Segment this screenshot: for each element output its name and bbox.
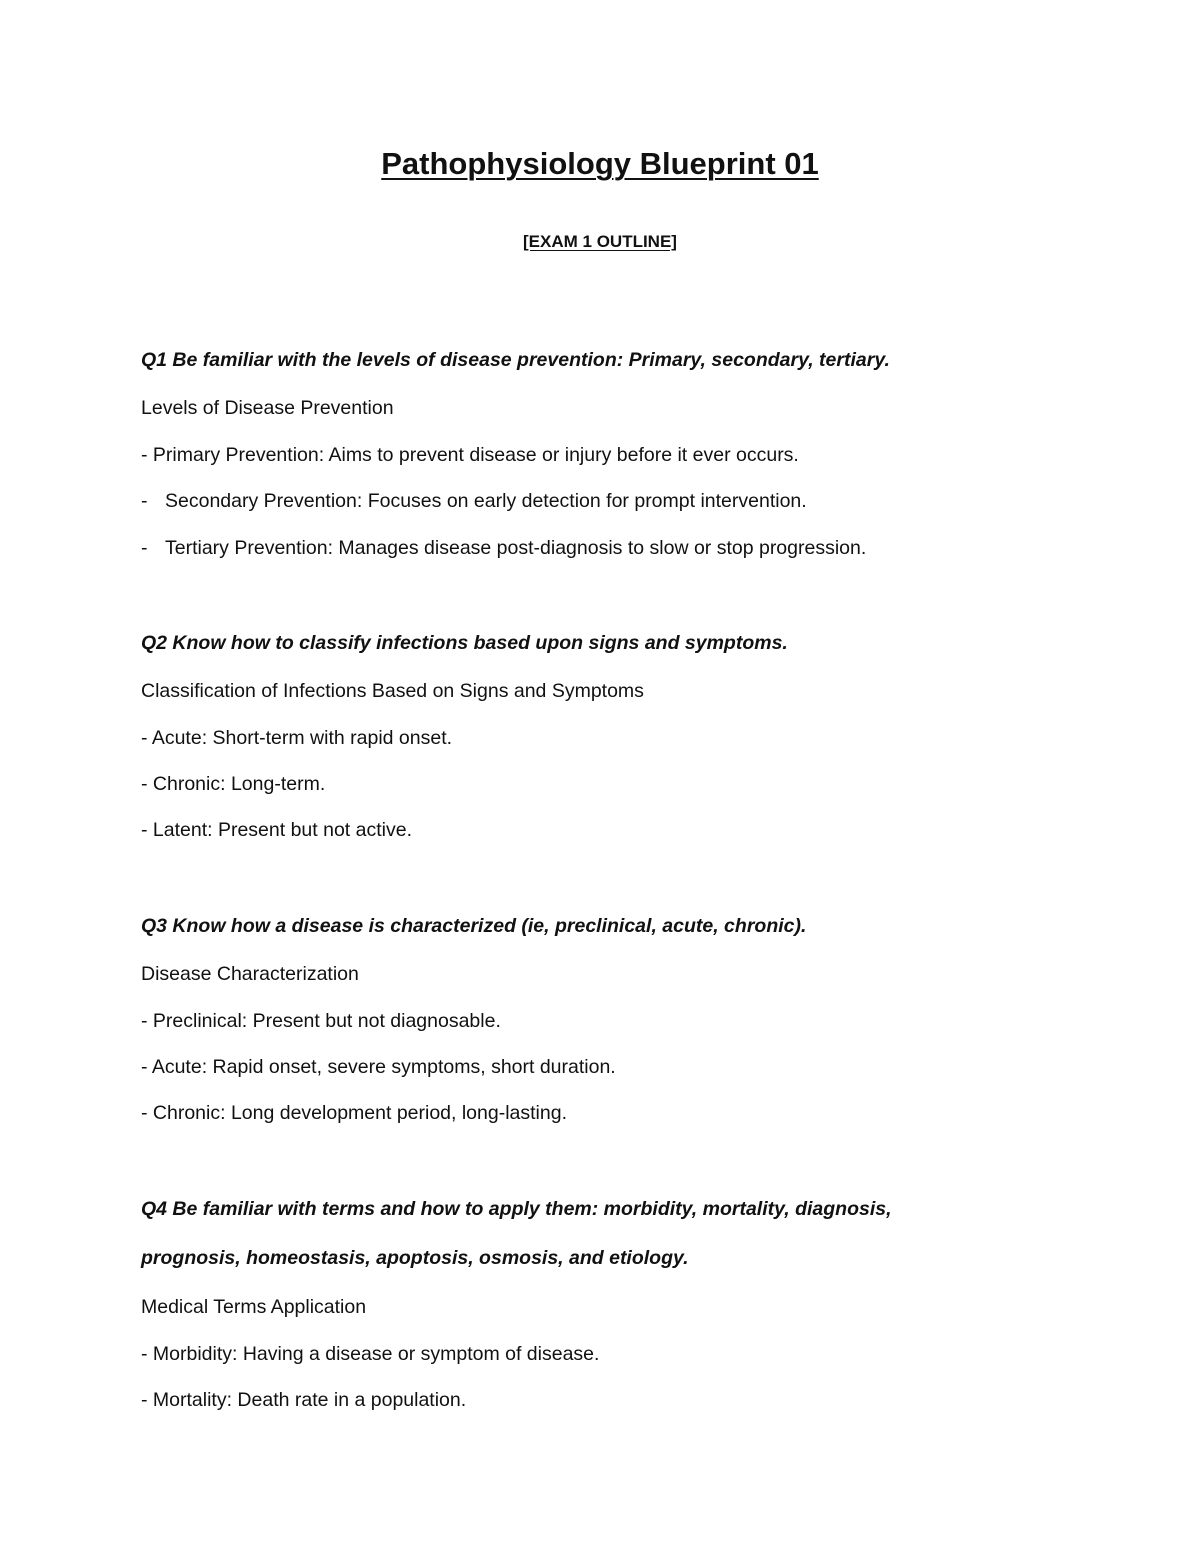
q2-item-chronic: - Chronic: Long-term. <box>141 773 326 795</box>
document-title: Pathophysiology Blueprint 01 <box>381 146 819 181</box>
q3-item-preclinical: - Preclinical: Present but not diagnosable. <box>141 1010 501 1032</box>
q2-question: Q2 Know how to classify infections based upon signs and symptoms. <box>141 632 788 654</box>
q4-question-line1: Q4 Be familiar with terms and how to apply them: morbidity, mortality, diagnosis, <box>141 1198 892 1220</box>
q4-item-morbidity: - Morbidity: Having a disease or symptom of disease. <box>141 1343 600 1365</box>
q4-question-line2: prognosis, homeostasis, apoptosis, osmosis, and etiology. <box>141 1247 689 1269</box>
q1-item-tertiary-text: Tertiary Prevention: Manages disease post-diagnosis to slow or stop progression. <box>165 537 867 559</box>
q1-item-primary: - Primary Prevention: Aims to prevent disease or injury before it ever occurs. <box>141 444 799 466</box>
q3-item-acute: - Acute: Rapid onset, severe symptoms, short duration. <box>141 1056 616 1078</box>
list-dash: - <box>141 490 148 512</box>
q1-heading: Levels of Disease Prevention <box>141 397 394 419</box>
q1-item-secondary-text: Secondary Prevention: Focuses on early detection for prompt intervention. <box>165 490 807 512</box>
q4-heading: Medical Terms Application <box>141 1296 367 1318</box>
q1-item-secondary <box>141 487 1041 515</box>
q2-heading: Classification of Infections Based on Signs and Symptoms <box>141 680 644 702</box>
list-dash: - <box>141 537 148 559</box>
document-subtitle: [EXAM 1 OUTLINE] <box>523 232 677 251</box>
q4-item-mortality: - Mortality: Death rate in a population. <box>141 1389 467 1411</box>
q1-item-tertiary <box>141 534 1041 562</box>
q3-heading: Disease Characterization <box>141 963 359 985</box>
q2-item-latent: - Latent: Present but not active. <box>141 819 412 841</box>
q3-item-chronic: - Chronic: Long development period, long-lasting. <box>141 1102 568 1124</box>
q1-question: Q1 Be familiar with the levels of disease prevention: Primary, secondary, tertiary. <box>141 349 890 371</box>
q2-item-acute: - Acute: Short-term with rapid onset. <box>141 727 453 749</box>
q3-question: Q3 Know how a disease is characterized (ie, preclinical, acute, chronic). <box>141 915 807 937</box>
